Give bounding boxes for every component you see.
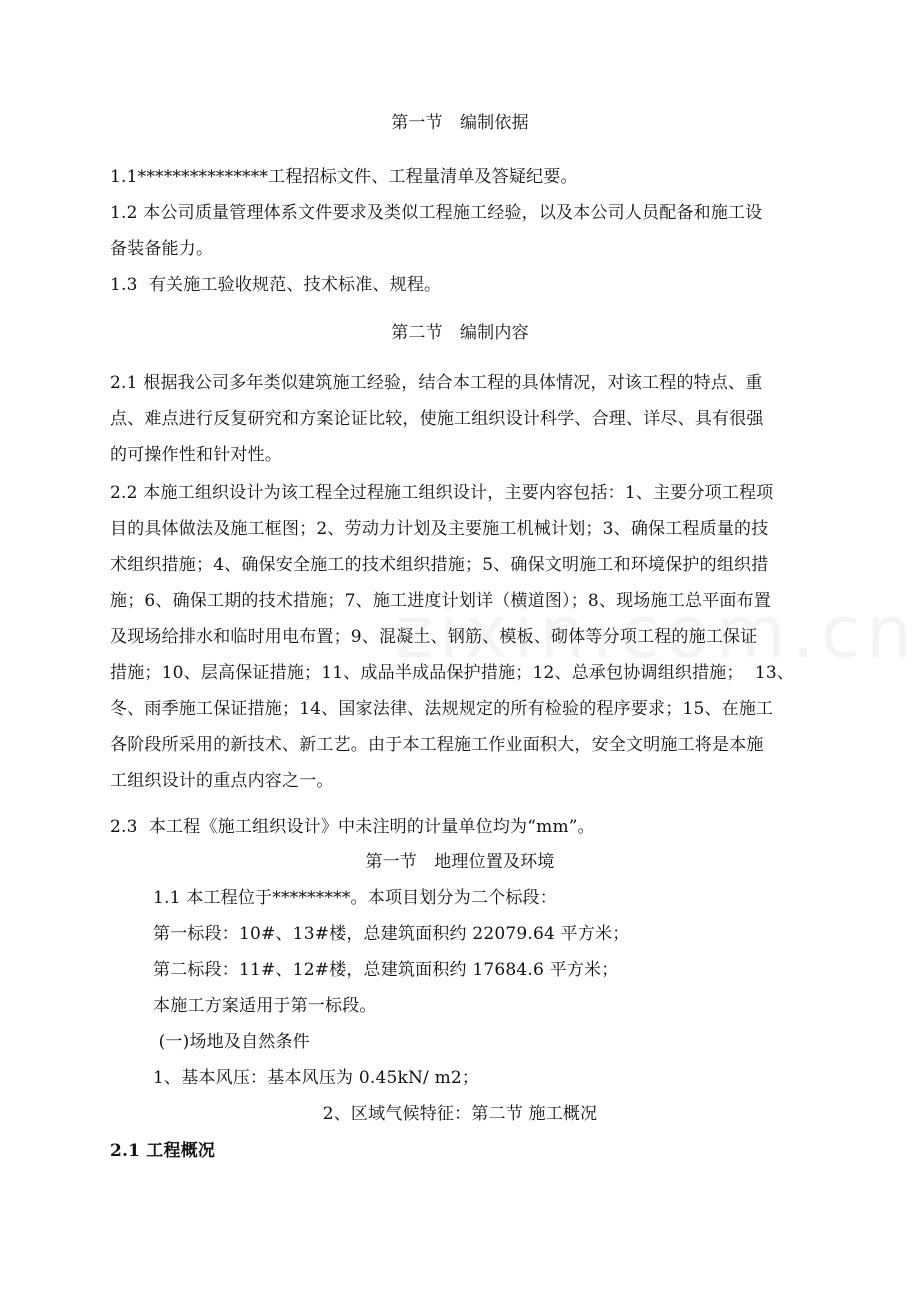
paragraph-line: 措施；10、层高保证措施；11、成品半成品保护措施；12、总承包协调组织措施； 13、: [110, 663, 795, 683]
paragraph-1-2: 1.2 本公司质量管理体系文件要求及类似工程施工经验，以及本公司人员配备和施工设: [110, 203, 763, 223]
paragraph-line: 2.2 本施工组织设计为该工程全过程施工组织设计，主要内容包括：1、主要分项工程项: [110, 483, 774, 503]
paragraph-site-conditions: (一)场地及自然条件: [153, 1032, 310, 1052]
paragraph-wind-pressure: 1、基本风压：基本风压为 0.45kN/ m2；: [153, 1068, 480, 1088]
paragraph-line: 术组织措施；4、确保安全施工的技术组织措施；5、确保文明施工和环境保护的组织措: [110, 555, 769, 575]
section-title-content: 第二节 编制内容: [391, 323, 529, 343]
paragraph-1-1: 1.1***************工程招标文件、工程量清单及答疑纪要。: [110, 167, 578, 187]
paragraph-lot-1: 第一标段：10#、13#楼，总建筑面积约 22079.64 平方米；: [153, 924, 630, 944]
paragraph-scope: 本施工方案适用于第一标段。: [153, 996, 377, 1016]
paragraph-line: 及现场给排水和临时用电布置；9、混凝土、钢筋、模板、砌体等分项工程的施工保证: [110, 627, 758, 647]
paragraph-location: 1.1 本工程位于*********。本项目划分为二个标段：: [153, 888, 557, 908]
paragraph-1-2-cont: 备装备能力。: [110, 239, 214, 259]
paragraph-1-3: 1.3 有关施工验收规范、技术标准、规程。: [110, 275, 442, 295]
paragraph-line: 目的具体做法及施工框图；2、劳动力计划及主要施工机械计划；3、确保工程质量的技: [110, 519, 769, 539]
section-title-basis: 第一节 编制依据: [391, 113, 529, 133]
section-title-overview: 2、区域气候特征：第二节 施工概况: [322, 1104, 598, 1124]
subsection-title-overview: 2.1 工程概况: [110, 1141, 216, 1161]
section-title-location: 第一节 地理位置及环境: [365, 852, 555, 872]
paragraph-line: 冬、雨季施工保证措施；14、国家法律、法规规定的所有检验的程序要求；15、在施工: [110, 699, 774, 719]
paragraph-line: 工组织设计的重点内容之一。: [110, 771, 334, 791]
paragraph-line: 的可操作性和针对性。: [110, 445, 282, 465]
paragraph-lot-2: 第二标段：11#、12#楼，总建筑面积约 17684.6 平方米；: [153, 960, 619, 980]
paragraph-line: 2.1 根据我公司多年类似建筑施工经验，结合本工程的具体情况，对该工程的特点、重: [110, 373, 763, 393]
paragraph-line: 施；6、确保工期的技术措施；7、施工进度计划详（横道图）；8、现场施工总平面布置: [110, 591, 771, 611]
paragraph-line: 各阶段所采用的新技术、新工艺。由于本工程施工作业面积大，安全文明施工将是本施: [110, 735, 764, 755]
paragraph-line: 点、难点进行反复研究和方案论证比较，使施工组织设计科学、合理、详尽、具有很强: [110, 409, 764, 429]
paragraph-2-3: 2.3 本工程《施工组织设计》中未注明的计量单位均为“mm”。: [110, 817, 595, 837]
